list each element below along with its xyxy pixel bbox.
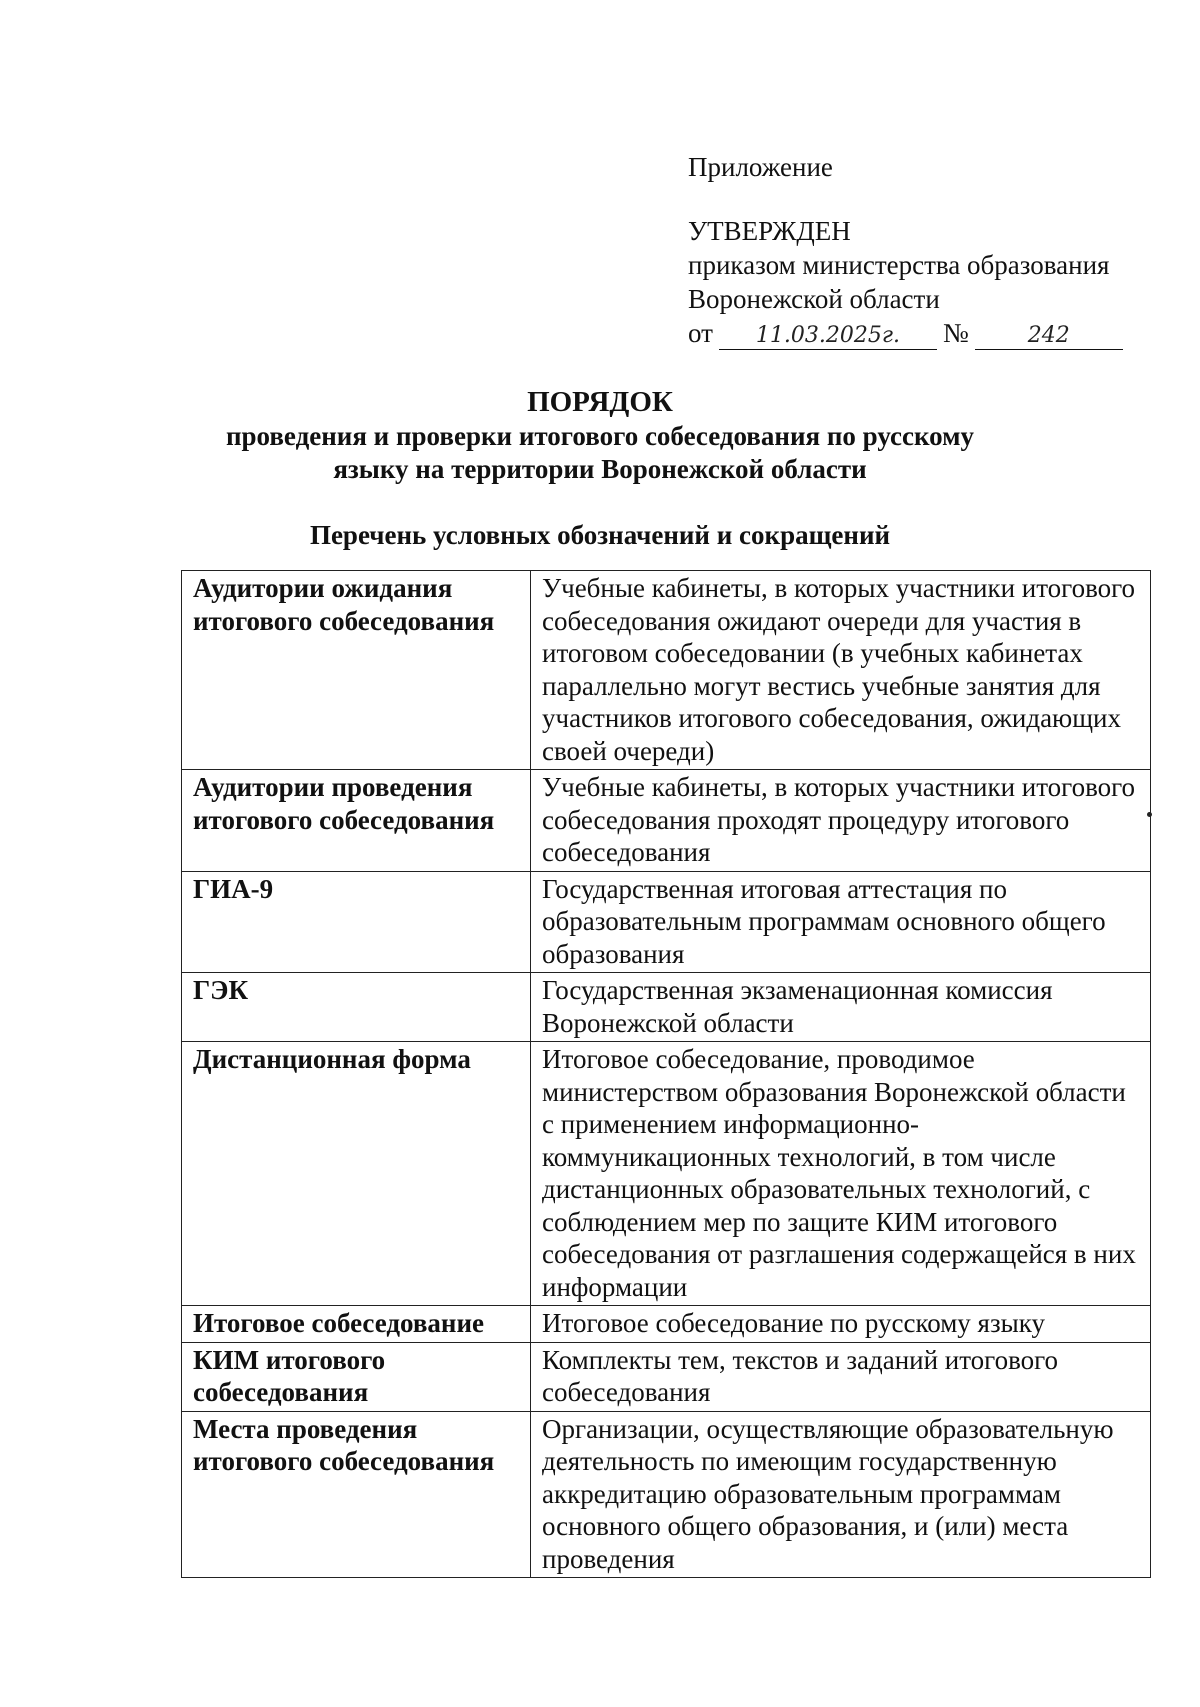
- definition-term: Итоговое собеседование: [182, 1306, 531, 1343]
- definition-text: Итоговое собеседование по русскому языку: [531, 1306, 1151, 1343]
- definition-row: [182, 1342, 1151, 1411]
- definition-text: Государственная итоговая аттестация по образовательным программам основного общего образования: [531, 871, 1151, 973]
- handwritten-date: 11.03.2025г.: [719, 323, 937, 350]
- approved-label: УТВЕРЖДЕН: [688, 216, 851, 246]
- definition-row: [182, 1042, 1151, 1306]
- appendix-label: Приложение: [688, 152, 833, 182]
- order-line-1: приказом министерства образования: [688, 250, 1110, 280]
- definition-row: [182, 871, 1151, 973]
- definition-text: Комплекты тем, текстов и заданий итогового собеседования: [531, 1342, 1151, 1411]
- section-heading: Перечень условных обозначений и сокращений: [309, 520, 891, 550]
- definition-term: Дистанционная форма: [182, 1042, 531, 1306]
- definition-text: Государственная экзаменационная комиссия Воронежской области: [531, 973, 1151, 1042]
- from-label: от: [688, 318, 713, 348]
- definition-text: Организации, осуществляющие образовательную деятельность по имеющим государственную аккредитацию образовательным программам основного общего образования, и (или) места проведения: [531, 1411, 1151, 1578]
- document-title: ПОРЯДОК: [527, 386, 673, 418]
- order-date-line: [688, 316, 1123, 350]
- handwritten-number: 242: [975, 323, 1123, 350]
- subtitle-line-2: языку на территории Воронежской области: [333, 454, 867, 484]
- definition-row: [182, 770, 1151, 872]
- definition-row: [182, 571, 1151, 770]
- order-line-2: Воронежской области: [688, 284, 940, 314]
- definition-text: Итоговое собеседование, проводимое министерством образования Воронежской области с применением информационно-коммуникационных технологий, в том числе дистанционных образовательных технологий, с соблюдением мер по защите КИМ итогового собеседования от разглашения содержащейся в них информации: [531, 1042, 1151, 1306]
- definition-term: Аудитории проведения итогового собеседования: [182, 770, 531, 872]
- definition-term: ГИА-9: [182, 871, 531, 973]
- definition-row: [182, 1411, 1151, 1578]
- definition-term: Аудитории ожидания итогового собеседования: [182, 571, 531, 770]
- document-subtitle: [0, 420, 1200, 486]
- definition-text: Учебные кабинеты, в которых участники итогового собеседования проходят процедуру итогового собеседования: [531, 770, 1151, 872]
- definitions-table: [181, 570, 1151, 1578]
- definition-row: [182, 1306, 1151, 1343]
- definition-term: Места проведения итогового собеседования: [182, 1411, 531, 1578]
- scan-speck: [1147, 812, 1152, 817]
- subtitle-line-1: проведения и проверки итогового собеседования по русскому: [225, 421, 975, 451]
- definition-term: ГЭК: [182, 973, 531, 1042]
- number-label: №: [942, 318, 969, 348]
- approval-block: [688, 150, 1123, 350]
- definition-row: [182, 973, 1151, 1042]
- definition-text: Учебные кабинеты, в которых участники итогового собеседования ожидают очереди для участия в итоговом собеседовании (в учебных кабинетах параллельно могут вестись учебные занятия для участников итогового собеседования, ожидающих своей очереди): [531, 571, 1151, 770]
- definition-term: КИМ итогового собеседования: [182, 1342, 531, 1411]
